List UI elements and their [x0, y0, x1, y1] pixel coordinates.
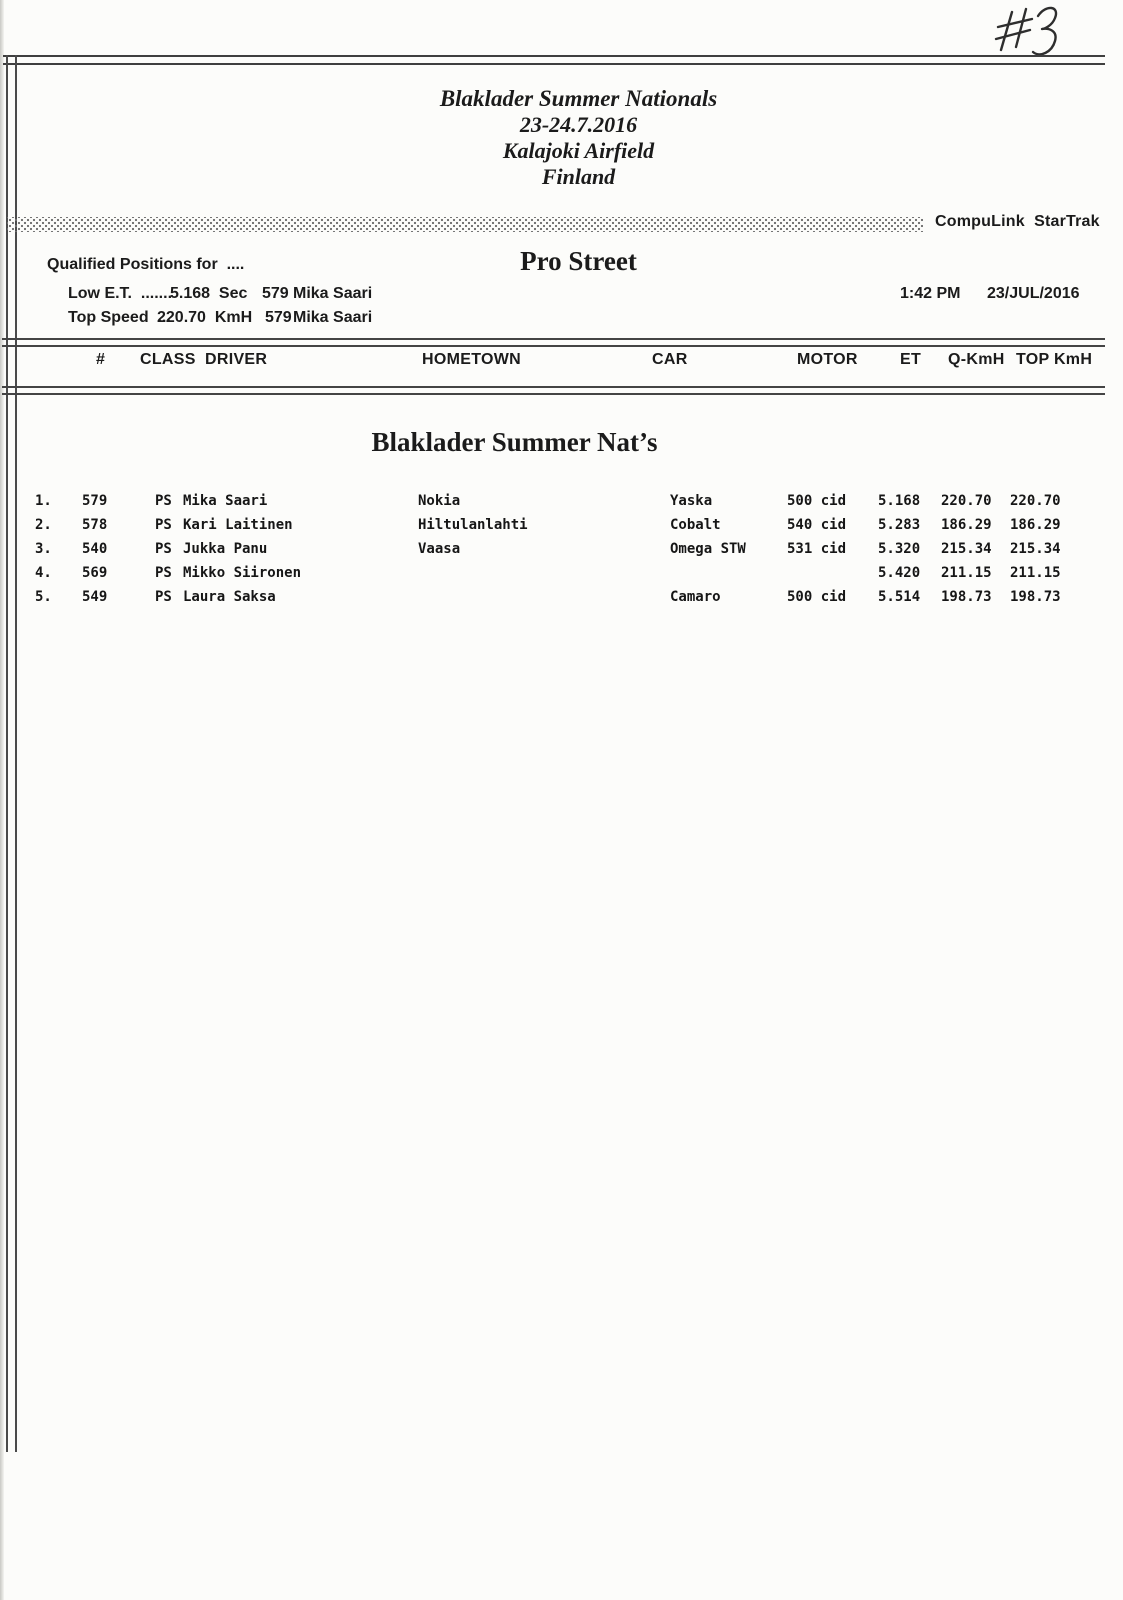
column-header-q-kmh: Q-KmH — [948, 351, 1005, 368]
results-table — [0, 493, 1123, 613]
table-row — [0, 493, 1123, 517]
cell-driver: Laura Saksa — [183, 589, 276, 605]
event-dates: 23-24.7.2016 — [519, 112, 638, 137]
cell-q-kmh: 186.29 — [941, 517, 992, 533]
event-title: Blaklader Summer Nationals — [439, 86, 718, 111]
handwritten-page-number — [988, 0, 1080, 60]
table-row — [0, 589, 1123, 613]
cell-class: PS — [155, 493, 172, 509]
low-et-value: 5.168 Sec — [170, 285, 248, 302]
cell-et: 5.283 — [878, 517, 921, 533]
print-date: 23/JUL/2016 — [987, 285, 1080, 302]
cell-position: 4. — [35, 565, 52, 581]
cell-hometown: Nokia — [418, 493, 461, 509]
cell-motor: 500 cid — [787, 589, 847, 605]
cell-car: Yaska — [670, 493, 713, 509]
cell-motor: 531 cid — [787, 541, 847, 557]
top-double-rule — [3, 55, 1105, 65]
column-header-driver: DRIVER — [205, 351, 268, 368]
timing-system-brand: CompuLink StarTrak — [935, 213, 1100, 230]
header-bottom-double-rule — [2, 386, 1105, 395]
cell-et: 5.420 — [878, 565, 921, 581]
top-speed-label: Top Speed ... — [68, 309, 171, 326]
table-row — [0, 541, 1123, 565]
column-header-car: CAR — [652, 351, 688, 368]
cell-top-kmh: 220.70 — [1010, 493, 1061, 509]
cell-car: Cobalt — [670, 517, 721, 533]
column-header-motor: MOTOR — [797, 351, 858, 368]
cell-position: 1. — [35, 493, 52, 509]
cell-motor: 540 cid — [787, 517, 847, 533]
cell-position: 2. — [35, 517, 52, 533]
header-top-double-rule — [2, 338, 1105, 347]
low-et-driver: Mika Saari — [293, 285, 373, 302]
cell-class: PS — [155, 517, 172, 533]
cell-motor: 500 cid — [787, 493, 847, 509]
print-time: 1:42 PM — [900, 285, 961, 302]
table-row — [0, 565, 1123, 589]
cell-car-number: 540 — [82, 541, 108, 557]
column-header-class: CLASS — [140, 351, 196, 368]
column-header-position: # — [96, 351, 106, 368]
cell-driver: Mika Saari — [183, 493, 268, 509]
cell-q-kmh: 215.34 — [941, 541, 992, 557]
cell-car-number: 569 — [82, 565, 108, 581]
event-title-block — [17, 86, 1123, 190]
qualified-positions-label: Qualified Positions for .... — [47, 256, 245, 273]
cell-q-kmh: 198.73 — [941, 589, 992, 605]
left-double-border — [6, 55, 17, 1452]
column-header-hometown: HOMETOWN — [422, 351, 521, 368]
event-venue: Kalajoki Airfield — [502, 138, 655, 163]
column-header-et: ET — [900, 351, 922, 368]
cell-q-kmh: 211.15 — [941, 565, 992, 581]
top-speed-car-number: 579 — [265, 309, 292, 326]
top-speed-driver: Mika Saari — [293, 309, 373, 326]
cell-top-kmh: 186.29 — [1010, 517, 1061, 533]
cell-position: 3. — [35, 541, 52, 557]
halftone-dot-band — [7, 217, 923, 232]
cell-top-kmh: 215.34 — [1010, 541, 1061, 557]
cell-driver: Kari Laitinen — [183, 517, 293, 533]
low-et-car-number: 579 — [262, 285, 289, 302]
cell-top-kmh: 198.73 — [1010, 589, 1061, 605]
cell-hometown: Vaasa — [418, 541, 461, 557]
results-section-title: Blaklader Summer Nat’s — [371, 427, 658, 457]
cell-car-number: 579 — [82, 493, 108, 509]
top-speed-value: 220.70 KmH — [157, 309, 253, 326]
cell-position: 5. — [35, 589, 52, 605]
cell-hometown: Hiltulanlahti — [418, 517, 528, 533]
cell-q-kmh: 220.70 — [941, 493, 992, 509]
cell-car: Camaro — [670, 589, 721, 605]
cell-driver: Mikko Siironen — [183, 565, 302, 581]
cell-car-number: 578 — [82, 517, 108, 533]
cell-et: 5.514 — [878, 589, 921, 605]
cell-car: Omega STW — [670, 541, 746, 557]
cell-et: 5.320 — [878, 541, 921, 557]
table-row — [0, 517, 1123, 541]
cell-class: PS — [155, 589, 172, 605]
column-header-top-kmh: TOP KmH — [1016, 351, 1093, 368]
event-country: Finland — [541, 164, 616, 189]
cell-class: PS — [155, 565, 172, 581]
low-et-label: Low E.T. ....... — [68, 285, 173, 302]
cell-driver: Jukka Panu — [183, 541, 268, 557]
cell-et: 5.168 — [878, 493, 921, 509]
cell-class: PS — [155, 541, 172, 557]
cell-car-number: 549 — [82, 589, 108, 605]
scan-left-edge — [0, 0, 4, 1600]
cell-top-kmh: 211.15 — [1010, 565, 1061, 581]
class-title: Pro Street — [520, 246, 637, 276]
